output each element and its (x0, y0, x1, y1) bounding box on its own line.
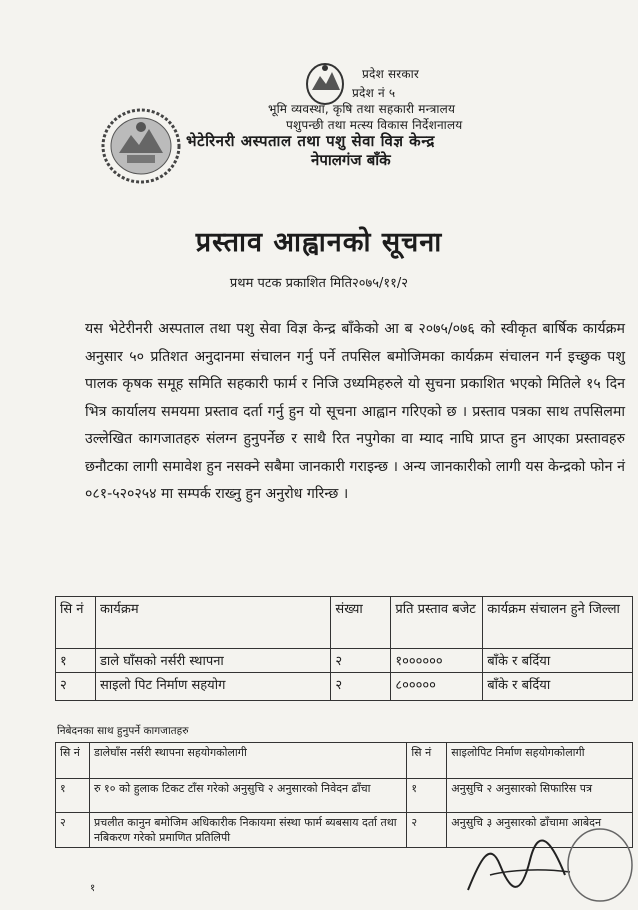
cell-silo-doc: अनुसुचि २ अनुसारको सिफारिस पत्र (447, 779, 633, 813)
program-table (55, 596, 633, 701)
cell-nursery-doc: प्रचलीत कानुन बमोजिम अधिकारीक निकायमा संस्था फार्म ब्यबसाय दर्ता तथा नबिकरण गरेको प्रमाणित प्रतिलिपी (89, 813, 406, 848)
cell-nursery-doc: रु १० को हुलाक टिकट टाँस गरेको अनुसुचि २ अनुसारको निवेदन ढाँचा (89, 779, 406, 813)
cell-count: २ (331, 649, 391, 673)
table-row (56, 673, 633, 701)
page-number: १ (90, 883, 96, 894)
cell-sn1: १ (56, 779, 90, 813)
header-province: प्रदेश नं ५ (352, 86, 396, 100)
cell-budget: ८००००० (391, 673, 483, 701)
header-office: भेटेरिनरी अस्पताल तथा पशु सेवा विज्ञ केन्द्र (186, 132, 435, 150)
header-location: नेपालगंज बाँके (311, 151, 391, 169)
table-row (56, 649, 633, 673)
header-nursery: डालेघाँस नर्सरी स्थापना सहयोगकोलागी (89, 743, 406, 779)
nepal-emblem-icon (97, 105, 185, 187)
cell-count: २ (331, 673, 391, 701)
cell-silo-doc: अनुसुचि ३ अनुसारको ढाँचामा आबेदन (447, 813, 633, 848)
header-sn1: सि नं (56, 743, 90, 779)
cell-district: बाँके र बर्दिया (483, 673, 633, 701)
publication-date: प्रथम पटक प्रकाशित मिति२०७५/११/२ (229, 276, 409, 291)
header-directorate: पशुपन्छी तथा मत्स्य विकास निर्देशनालय (286, 118, 463, 132)
table-header-row (56, 597, 633, 649)
cell-sn: २ (56, 673, 96, 701)
cell-sn: १ (56, 649, 96, 673)
header-sn2: सि नं (407, 743, 447, 779)
cell-budget: १०००००० (391, 649, 483, 673)
cell-program: साइलो पिट निर्माण सहयोग (95, 673, 330, 701)
header-government: प्रदेश सरकार (362, 67, 420, 81)
header-district: कार्यक्रम संचालन हुने जिल्ला (483, 597, 633, 649)
header-budget: प्रति प्रस्ताव बजेट (391, 597, 483, 649)
header-program: कार्यक्रम (95, 597, 330, 649)
page-title: प्रस्ताव आह्वानको सूचना (195, 227, 443, 258)
signature-stamp (460, 820, 635, 905)
header-sn: सि नं (56, 597, 96, 649)
cell-sn2: २ (407, 813, 447, 848)
cell-sn1: २ (56, 813, 90, 848)
header-ministry: भूमि व्यवस्था, कृषि तथा सहकारी मन्त्रालय (268, 102, 456, 116)
cell-program: डाले घाँसको नर्सरी स्थापना (95, 649, 330, 673)
table-row (56, 779, 633, 813)
documents-caption: निबेदनका साथ हुनुपर्ने कागजातहरु (57, 725, 189, 737)
cell-district: बाँके र बर्दिया (483, 649, 633, 673)
notice-body: यस भेटेरीनरी अस्पताल तथा पशु सेवा विज्ञ केन्द्र बाँकेको आ ब २०७५/०७६ को स्वीकृत बार्षिक कार्यक्रम अनुसार ५० प्रतिशत अनुदानमा संचालन गर्नु पर्ने तपसिल बमोजिमका कार्यक्रम संचालन गर्न इच्छुक पशु पालक कृषक समूह समिति सहकारी फार्म र निजि उध्यमिहरुले यो सुचना प्रकाशित भएको मितिले १५ दिन भित्र कार्यालय समयमा प्रस्ताव दर्ता गर्नु हुन यो सूचना आह्वान गरिएको छ । प्रस्ताव पत्रका साथ तपसिलमा उल्लेखित कागजातहरु संलग्न हुनुपर्नेछ र साथै रित नपुगेका वा म्याद नाघि प्राप्त हुन आएका प्रस्तावहरु छनौटका लागी समावेश हुन नसक्ने सबैमा जानकारी गराइन्छ । अन्य जानकारीको लागी यस केन्द्रको फोन नं ०८१-५२०२५४ मा सम्पर्क राख्नु हुन अनुरोध गरिन्छ । (85, 321, 625, 502)
header-silo: साइलोपिट निर्माण सहयोगकोलागी (447, 743, 633, 779)
table-header-row (56, 743, 633, 779)
header-count: संख्या (331, 597, 391, 649)
cell-sn2: १ (407, 779, 447, 813)
